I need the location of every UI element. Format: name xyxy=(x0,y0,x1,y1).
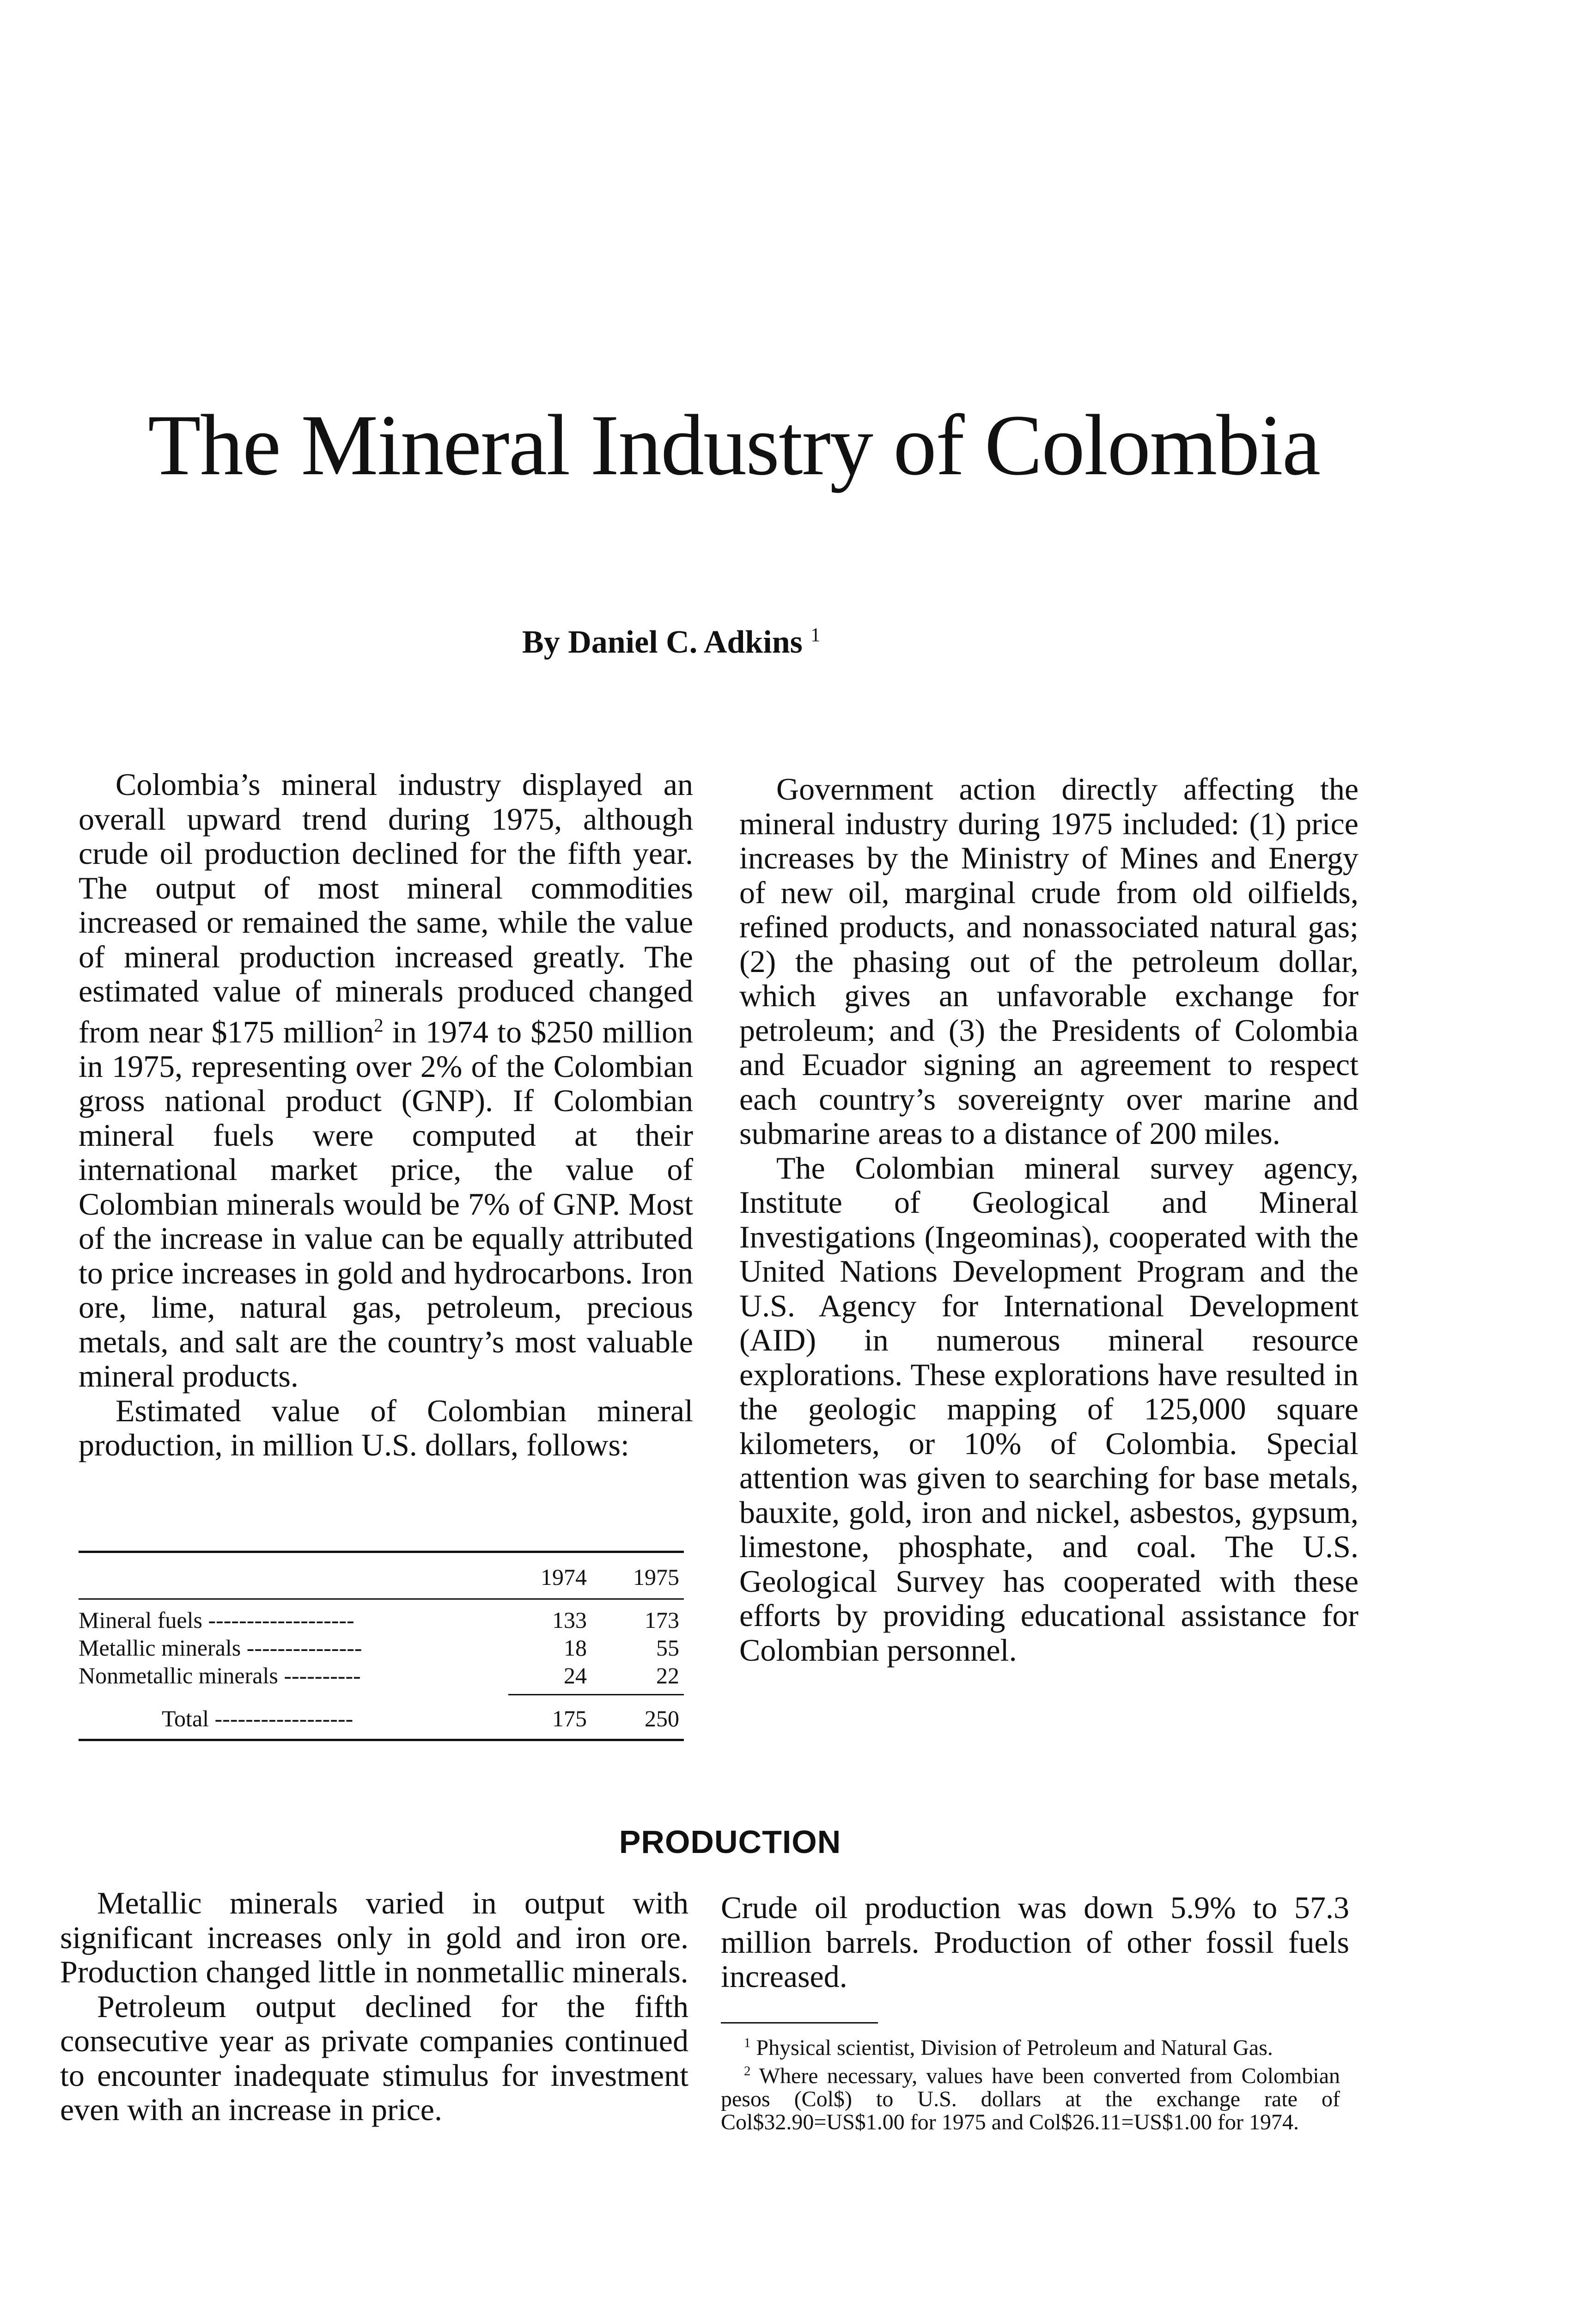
intro-paragraph xyxy=(79,767,693,1394)
cell-value: 55 xyxy=(656,1635,679,1661)
footnote xyxy=(721,2031,1340,2060)
cell-value: 250 xyxy=(645,1706,679,1731)
table-rule-bottom xyxy=(79,1739,684,1741)
footnote-number: 2 xyxy=(744,2064,751,2079)
intro-text: in 1974 to $250 million in 1975, representing over 2% of the Colombian gross national product (GNP). If Colombian mineral fuels were computed at their international market price, the value of Colombian minerals would be 7% of GNP. Most of the increase in value can be equally attributed to price increases in gold and hydrocarbons. Iron ore, lime, natural gas, petroleum, precious metals, and salt are the country’s most valuable mineral products. xyxy=(79,1014,694,1394)
row-label: Metallic minerals xyxy=(79,1635,241,1661)
article-title: The Mineral Industry of Colombia xyxy=(148,397,1320,493)
cell-value: 175 xyxy=(552,1706,587,1731)
row-label: Mineral fuels xyxy=(79,1607,202,1633)
row-label: Nonmetallic minerals xyxy=(79,1663,278,1688)
table-intro-paragraph: Estimated value of Colombian mineral production, in million U.S. dollars, follows: xyxy=(79,1393,693,1463)
production-paragraph: Petroleum output declined for the fifth consecutive year as private companies continued to encounter inadequate stimulus for investment even with an increase in price. xyxy=(60,1988,688,2127)
production-right-column xyxy=(721,1890,1349,1994)
section-heading-production: PRODUCTION xyxy=(619,1824,841,1860)
cell-value: 18 xyxy=(564,1635,587,1661)
leader-dots: ------------------- xyxy=(208,1607,354,1633)
cell-value: 173 xyxy=(645,1607,679,1633)
leader-dots: ------------------ xyxy=(214,1706,353,1731)
column-header-1974: 1974 xyxy=(541,1564,587,1590)
table-row xyxy=(79,1662,684,1689)
cell-value: 22 xyxy=(656,1663,679,1688)
footnote xyxy=(721,2060,1340,2134)
author-name: By Daniel C. Adkins xyxy=(522,624,803,660)
leader-dots: ---------- xyxy=(284,1663,361,1688)
column-header-1975: 1975 xyxy=(633,1564,679,1590)
production-left-column xyxy=(60,1886,688,2127)
mineral-value-table xyxy=(79,1551,684,1741)
survey-agency-paragraph: The Colombian mineral survey agency, Institute of Geological and Mineral Investigations (Ingeominas), cooperated with the United Nations Development Program and the U.S. Agency for International Development (AID) in numerous mineral resource explorations. These explorations have resulted in the geologic mapping of 125,000 square kilometers, or 10% of Colombia. Special attention was given to searching for base metals, bauxite, gold, iron and nickel, asbestos, gypsum, limestone, phosphate, and coal. The U.S. Geological Survey has cooperated with these efforts by providing educational assistance for Colombian personnel. xyxy=(739,1150,1358,1668)
footnote-number: 1 xyxy=(744,2036,751,2050)
production-paragraph: Metallic minerals varied in output with significant increases only in gold and iron ore. Production changed little in nonmetallic minerals. xyxy=(60,1885,688,1989)
footnote-marker: 1 xyxy=(810,624,821,646)
intro-right-column xyxy=(739,772,1358,1667)
cell-value: 133 xyxy=(552,1607,587,1633)
leader-dots: --------------- xyxy=(246,1635,362,1661)
intro-text: Colombia’s mineral industry displayed an overall upward trend during 1975, although crude oil production declined for the fifth year. The output of most mineral commodities increased or remained the same, while the value of mineral production increased greatly. The estimated value of minerals produced changed from near $175 million xyxy=(79,767,693,1050)
footnote-text: Where necessary, values have been converted from Colombian pesos (Col$) to U.S. dollars at the exchange rate of Col$32.90=US$1.00 for 1975 and Col$26.11=US$1.00 for 1974. xyxy=(721,2064,1340,2134)
footnote-rule xyxy=(721,2022,878,2024)
production-paragraph: Crude oil production was down 5.9% to 57.3 million barrels. Production of other fossil fuels increased. xyxy=(721,1890,1349,1994)
table-rule-header xyxy=(79,1598,684,1600)
footnote-text: Physical scientist, Division of Petroleum and Natural Gas. xyxy=(750,2036,1273,2060)
table-row xyxy=(79,1634,684,1662)
table-row xyxy=(79,1606,684,1634)
total-label: Total xyxy=(162,1706,209,1731)
cell-value: 24 xyxy=(564,1663,587,1688)
footnotes xyxy=(721,2031,1340,2134)
table-total-row xyxy=(79,1695,684,1739)
byline xyxy=(522,624,820,661)
footnote-marker: 2 xyxy=(374,1015,384,1036)
intro-left-column xyxy=(79,767,693,1462)
government-action-paragraph: Government action directly affecting the mineral industry during 1975 included: (1) price increases by the Ministry of Mines and Energy of new oil, marginal crude from old oilfields, refined products, and nonassociated natural gas; (2) the phasing out of the petroleum dollar, which gives an unfavorable exchange for petroleum; and (3) the Presidents of Colombia and Ecuador signing an agreement to respect each country’s sovereignty over marine and submarine areas to a distance of 200 miles. xyxy=(739,771,1358,1151)
